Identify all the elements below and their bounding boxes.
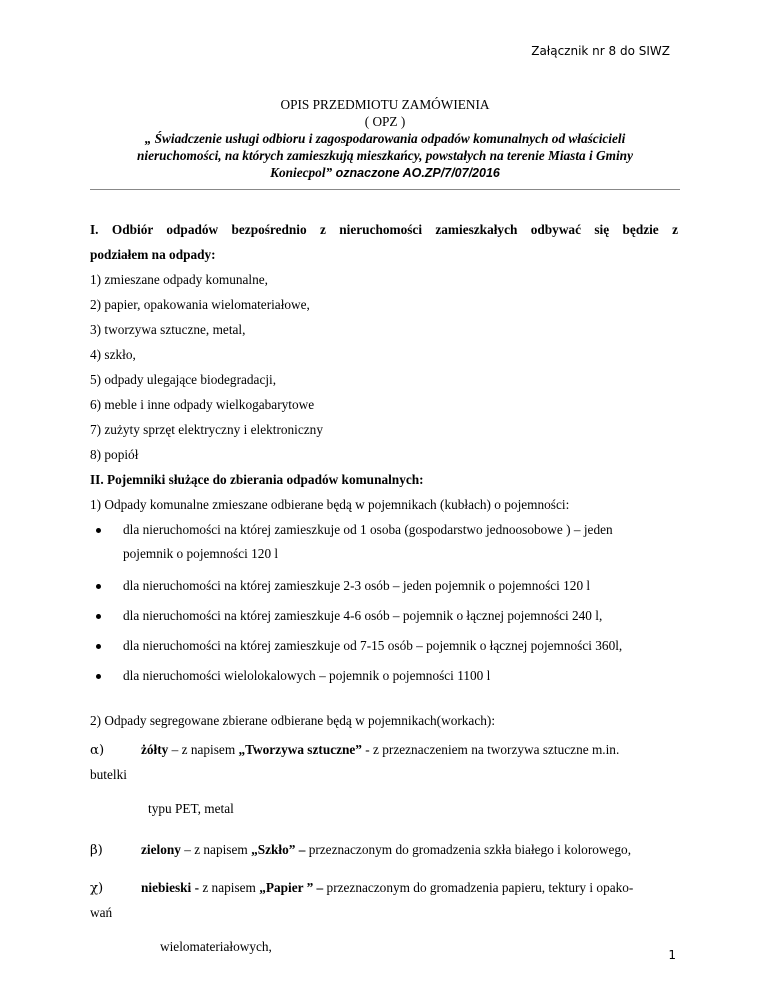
bin-blue-continuation: wań <box>90 905 113 920</box>
section-1-heading-line-1: I. Odbiór odpadów bezpośrednio z nieruchomości zamieszkałych odbywać się będzie z <box>90 222 678 237</box>
bin-blue-desc: niebieski - z napisem „Papier ” – przeznaczonym do gromadzenia papieru, tektury i opako- <box>141 880 634 895</box>
bullet-item-continuation: pojemnik o pojemności 120 l <box>123 546 279 561</box>
subject-line-1: „ Świadczenie usługi odbioru i zagospodarowania odpadów komunalnych od właścicieli <box>144 131 626 146</box>
subject-line-3: Koniecpol” <box>270 165 333 180</box>
subject-line-2: nieruchomości, na których zamieszkują mieszkańcy, powstałych na terenie Miasta i Gminy <box>137 148 633 163</box>
title-line-2: ( OPZ ) <box>364 114 406 129</box>
list-item: 7) zużyty sprzęt elektryczny i elektroniczny <box>90 422 323 437</box>
bullet-dot-icon <box>96 644 101 649</box>
bin-yellow-continuation: butelki <box>90 767 127 782</box>
bullet-dot-icon <box>96 614 101 619</box>
list-item: 2) papier, opakowania wielomateriałowe, <box>90 297 310 312</box>
section-2-paragraph-1: 1) Odpady komunalne zmieszane odbierane będą w pojemnikach (kubłach) o pojemności: <box>90 497 570 512</box>
bin-green-item: β) <box>90 843 103 858</box>
section-2-heading: II. Pojemniki służące do zbierania odpadów komunalnych: <box>90 472 424 487</box>
bin-yellow-continuation-2: typu PET, metal <box>148 801 234 816</box>
list-item: 5) odpady ulegające biodegradacji, <box>90 372 277 387</box>
bullet-dot-icon <box>96 584 101 589</box>
page-number: 1 <box>668 948 676 962</box>
section-1-heading-line-2: podziałem na odpady: <box>90 247 216 262</box>
bin-green-desc: zielony – z napisem „Szkło” – przeznaczonym do gromadzenia szkła białego i kolorowego, <box>141 842 632 857</box>
bin-blue-item: χ) <box>90 881 104 896</box>
list-item: 6) meble i inne odpady wielkogabarytowe <box>90 397 315 412</box>
list-item: 4) szkło, <box>90 347 136 362</box>
horizontal-divider <box>90 189 680 190</box>
procurement-code: oznaczone AO.ZP/7/07/2016 <box>332 166 500 180</box>
bullet-dot-icon <box>96 674 101 679</box>
annex-label: Załącznik nr 8 do SIWZ <box>531 44 670 58</box>
bin-yellow-item: α) <box>90 743 105 758</box>
list-item: 3) tworzywa sztuczne, metal, <box>90 322 246 337</box>
title-line-1: OPIS PRZEDMIOTU ZAMÓWIENIA <box>280 97 490 112</box>
bin-yellow-desc: żółty – z napisem „Tworzywa sztuczne” - z przeznaczeniem na tworzywa sztuczne m.in. <box>141 742 620 757</box>
bullet-dot-icon <box>96 528 101 533</box>
list-item: 8) popiół <box>90 447 139 462</box>
bin-blue-continuation-2: wielomateriałowych, <box>160 939 272 954</box>
document-title <box>90 96 680 182</box>
section-2-paragraph-2: 2) Odpady segregowane zbierane odbierane będą w pojemnikach(workach): <box>90 713 496 728</box>
list-item: 1) zmieszane odpady komunalne, <box>90 272 268 287</box>
